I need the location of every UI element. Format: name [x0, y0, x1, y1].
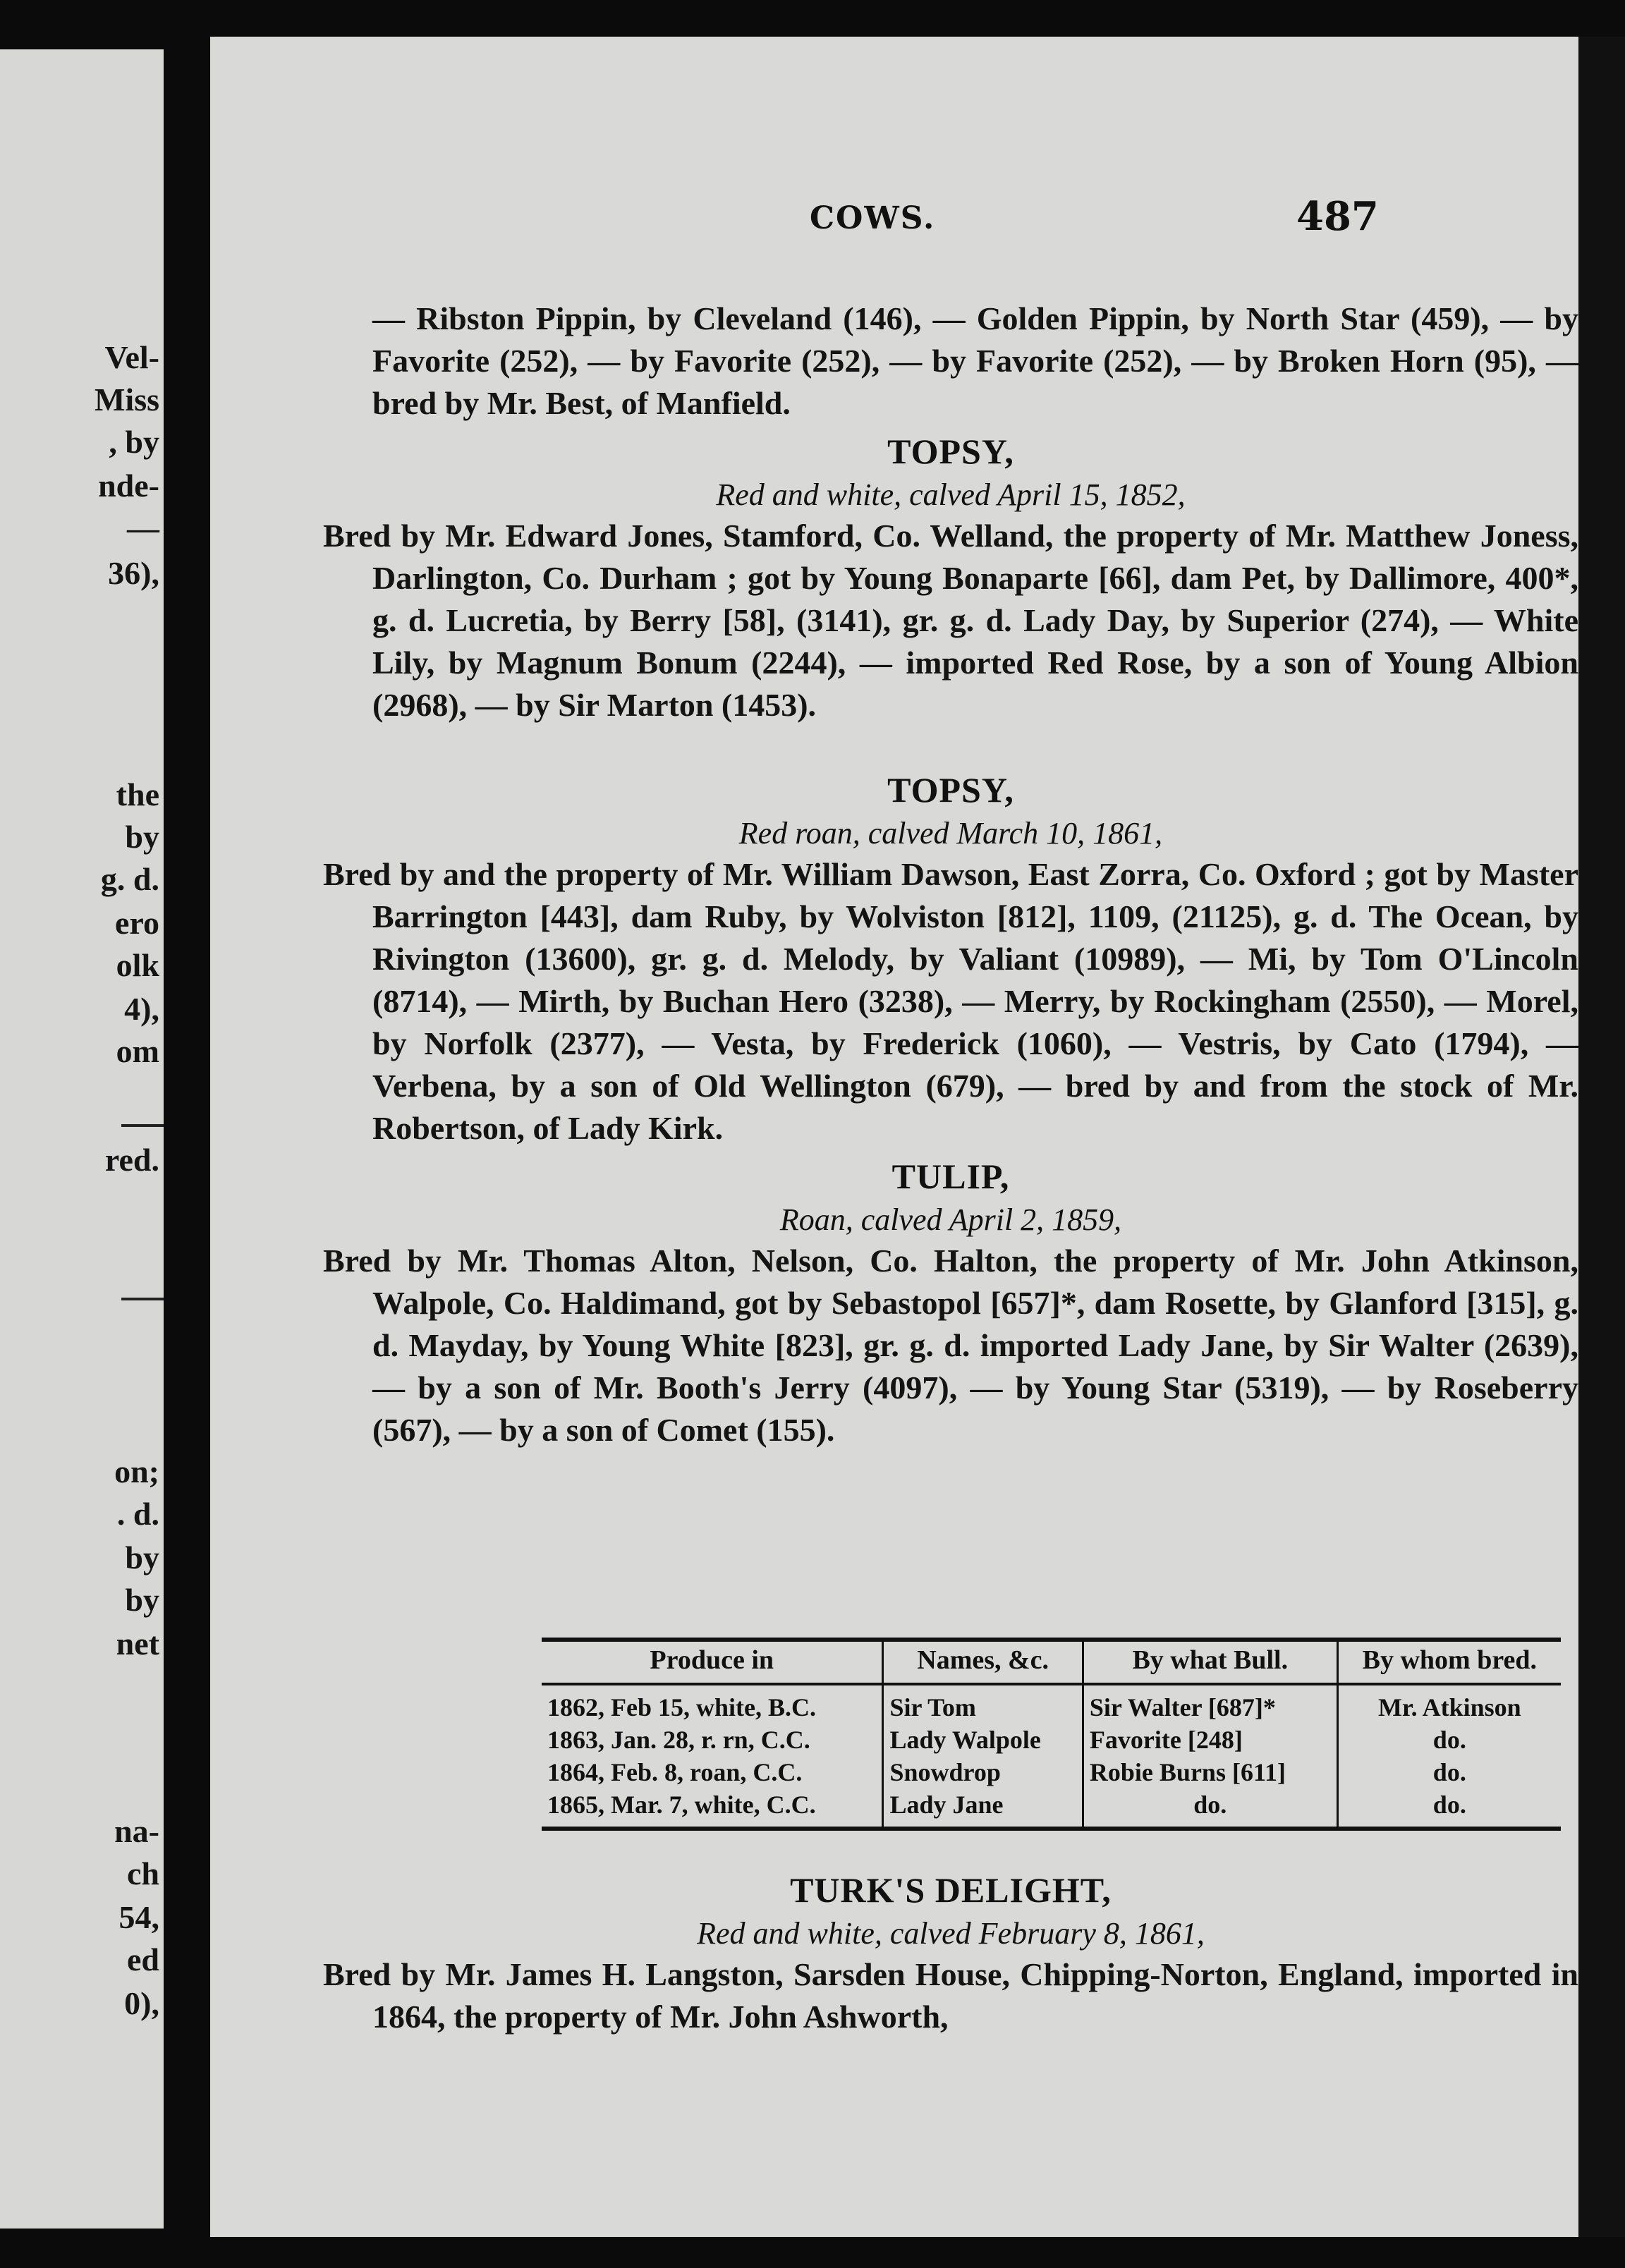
produce-table — [542, 1638, 1561, 1831]
page-content-lower — [323, 1863, 1578, 2038]
produce-bull: Sir Walter [687]* — [1083, 1684, 1337, 1724]
entry-pedigree: Bred by Mr. Edward Jones, Stamford, Co. Welland, the property of Mr. Matthew Joness, Darlington, Co. Durham ; got by Young Bonaparte [66], dam Pet, by Dallimore, 400*, g. d. Lucretia, by Berry [58], (3141), gr. g. d. Lady Day, by Superior (274), — White Lily, by Magnum Bonum (2244), — imported Red Rose, by a son of Young Albion (2968), — by Sir Marton (1453). — [323, 518, 1578, 723]
page-header — [210, 193, 1578, 250]
produce-date: 1865, Mar. 7, white, C.C. — [547, 1791, 816, 1819]
fragment-text: by — [125, 819, 159, 855]
entry-pedigree: Bred by Mr. James H. Langston, Sarsden House, Chipping-Norton, England, imported in 1864, the property of Mr. John Ashworth, — [323, 1956, 1578, 2035]
fragment-text: , by — [109, 424, 159, 460]
entry-description: Red and white, calved April 15, 1852, — [716, 477, 1186, 512]
table-row — [542, 1724, 1561, 1756]
column-header: By what Bull. — [1083, 1640, 1337, 1684]
entry-title: TURK'S DELIGHT, — [790, 1870, 1112, 1910]
fragment-rule — [121, 1124, 164, 1127]
table-row — [542, 1684, 1561, 1724]
produce-name: Sir Tom — [883, 1684, 1083, 1724]
continuation-paragraph: — Ribston Pippin, by Cleveland (146), — Golden Pippin, by North Star (459), — by Favorite (252), — by Favorite (252), — by Favorite (252), — by Broken Horn (95), — bred by Mr. Best, of Manfield. — [372, 300, 1578, 421]
fragment-text: 36), — [108, 555, 159, 591]
produce-breeder: do. — [1337, 1756, 1561, 1788]
fragment-text: ed — [127, 1941, 159, 1977]
entry-pedigree: Bred by and the property of Mr. William Dawson, East Zorra, Co. Oxford ; got by Master Barrington [443], dam Ruby, by Wolviston [812], 1109, (21125), g. d. The Ocean, by Rivington (13600), gr. g. d. Melody, by Valiant (10989), — Mi, by Tom O'Lincoln (8714), — Mirth, by Buchan Hero (3238), — Merry, by Rockingham (2550), — Morel, by Norfolk (2377), — Vesta, by Frederick (1060), — Vestris, by Cato (1794), — Verbena, by a son of Old Wellington (679), — bred by and from the stock of Mr. Robertson, of Lady Kirk. — [323, 856, 1578, 1146]
entry-title: TULIP, — [891, 1157, 1010, 1196]
fragment-text: ch — [127, 1855, 159, 1891]
entry-description: Red roan, calved March 10, 1861, — [738, 816, 1163, 850]
entry-title: TOPSY, — [887, 432, 1014, 471]
running-head: COWS. — [810, 200, 936, 236]
fragment-text: Vel- — [104, 339, 159, 375]
fragment-text: by — [125, 1540, 159, 1575]
produce-name: Snowdrop — [883, 1756, 1083, 1788]
fragment-text: om — [116, 1033, 159, 1069]
fragment-text: — — [127, 510, 159, 546]
spacer — [323, 726, 1578, 763]
fragment-text: 4), — [124, 991, 159, 1027]
entry-title: TOPSY, — [887, 770, 1014, 810]
fragment-text: Miss — [95, 382, 159, 417]
produce-name: Lady Jane — [883, 1788, 1083, 1829]
fragment-text: ero — [114, 905, 159, 941]
entry-description: Roan, calved April 2, 1859, — [779, 1202, 1122, 1237]
produce-breeder: do. — [1337, 1724, 1561, 1756]
produce-date: 1863, Jan. 28, r. rn, C.C. — [547, 1726, 810, 1754]
fragment-text: olk — [116, 947, 159, 983]
page-content — [323, 298, 1578, 1451]
fragment-text: the — [116, 776, 159, 812]
produce-bull: Favorite [248] — [1083, 1724, 1337, 1756]
produce-date: 1862, Feb 15, white, B.C. — [547, 1693, 816, 1721]
table-row — [542, 1756, 1561, 1788]
produce-bull: do. — [1083, 1788, 1337, 1829]
fragment-text: 54, — [118, 1899, 159, 1935]
produce-bull: Robie Burns [611] — [1083, 1756, 1337, 1788]
fragment-text: by — [125, 1582, 159, 1618]
produce-breeder: do. — [1337, 1788, 1561, 1829]
entry-description: Red and white, calved February 8, 1861, — [697, 1916, 1205, 1951]
produce-date: 1864, Feb. 8, roan, C.C. — [547, 1758, 803, 1786]
column-header: Names, &c. — [883, 1640, 1083, 1684]
fragment-text: g. d. — [100, 861, 159, 897]
fragment-text: net — [116, 1626, 159, 1662]
fragment-text: 0), — [124, 1985, 159, 2021]
fragment-text: na- — [114, 1813, 159, 1849]
produce-breeder: Mr. Atkinson — [1337, 1684, 1561, 1724]
column-header: Produce in — [542, 1640, 883, 1684]
produce-name: Lady Walpole — [883, 1724, 1083, 1756]
fragment-text: on; — [114, 1453, 159, 1489]
fragment-text: nde- — [98, 468, 159, 504]
column-header: By whom bred. — [1337, 1640, 1561, 1684]
book-page — [210, 37, 1578, 2237]
fragment-text: red. — [104, 1142, 159, 1178]
page-number: 487 — [1296, 193, 1379, 240]
entry-pedigree: Bred by Mr. Thomas Alton, Nelson, Co. Halton, the property of Mr. John Atkinson, Walpole, Co. Haldimand, got by Sebastopol [657]*, dam Rosette, by Glanford [315], g. d. Mayday, by Young White [823], gr. g. d. imported Lady Jane, by Sir Walter (2639), — by a son of Mr. Booth's Jerry (4097), — by Young Star (5319), — by Roseberry (567), — by a son of Comet (155). — [323, 1243, 1578, 1448]
fragment-rule — [121, 1298, 164, 1300]
fragment-text: . d. — [116, 1496, 159, 1532]
facing-page-fragment — [0, 49, 164, 2229]
produce-table-header — [542, 1640, 1561, 1684]
page-edge — [1578, 37, 1625, 2237]
table-row — [542, 1788, 1561, 1829]
